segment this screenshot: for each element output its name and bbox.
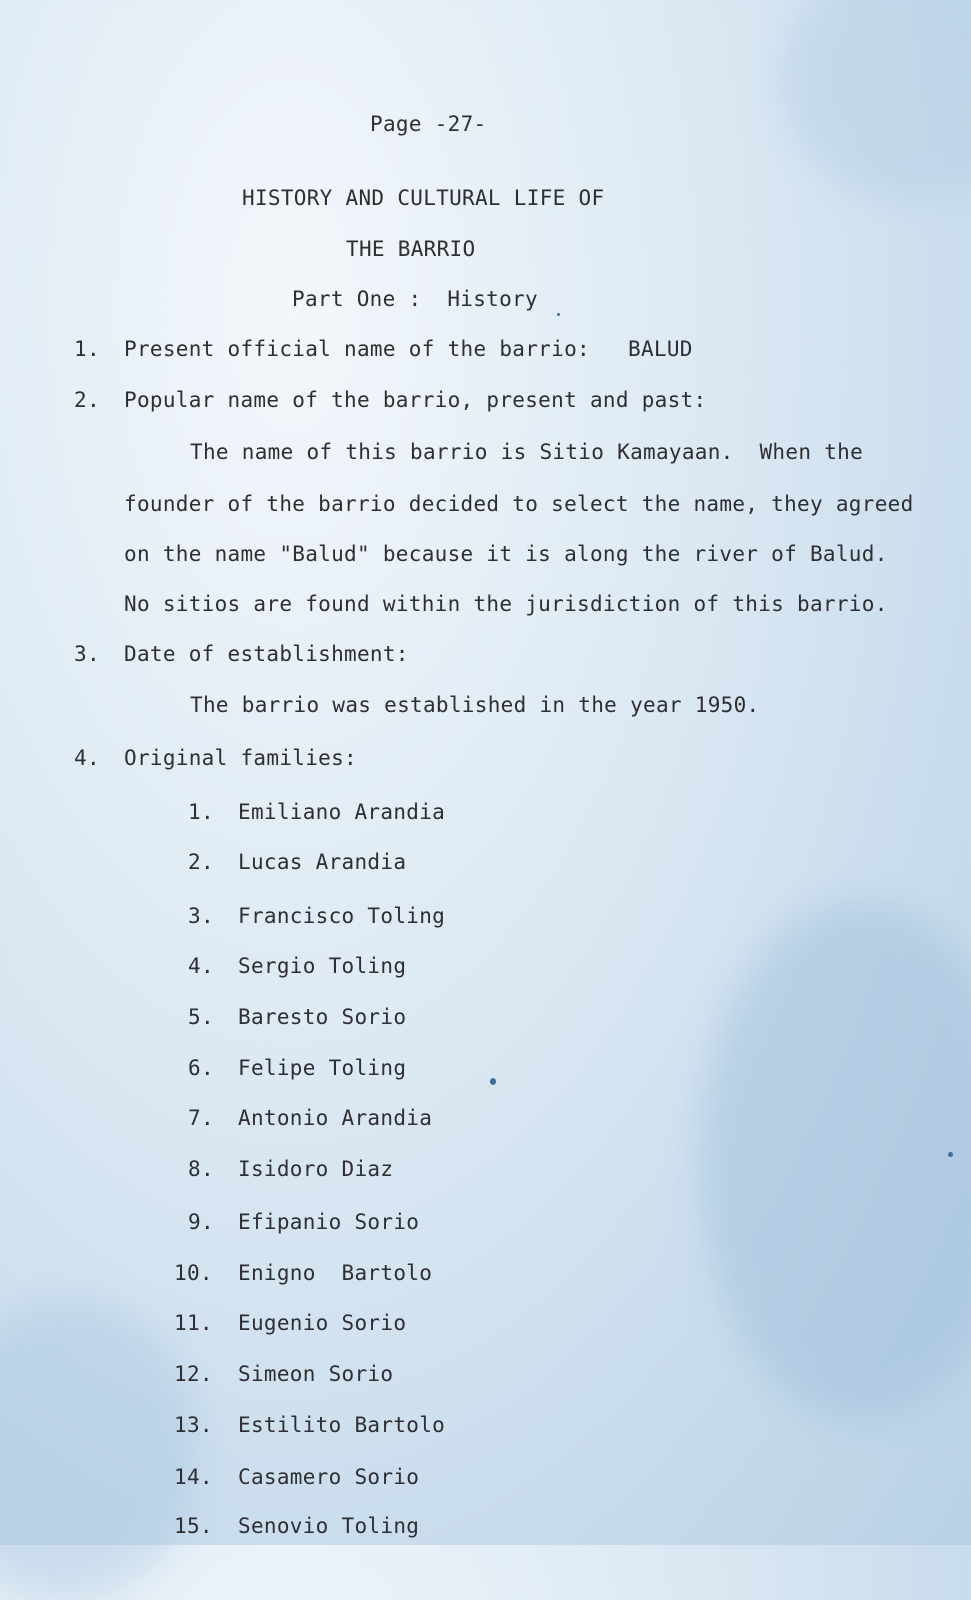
establishment-text: The barrio was established in the year 1950. [190, 693, 760, 717]
part-heading: Part One : History [292, 287, 538, 311]
paragraph-line: The name of this barrio is Sitio Kamayaan. When the [190, 440, 864, 464]
item-label: Date of establishment: [124, 642, 409, 666]
page-number: Page -27- [370, 112, 487, 136]
family-number: 8. [188, 1157, 214, 1181]
family-name: Felipe Toling [238, 1056, 407, 1080]
family-number: 15. [174, 1514, 213, 1538]
item-number: 1. [74, 337, 100, 361]
family-number: 1. [188, 800, 214, 824]
family-number: 10. [174, 1261, 213, 1285]
family-number: 9. [188, 1210, 214, 1234]
ink-speck [948, 1152, 953, 1157]
family-number: 11. [174, 1311, 213, 1335]
family-name: Antonio Arandia [238, 1106, 433, 1130]
family-number: 6. [188, 1056, 214, 1080]
paper-stain [780, 0, 971, 200]
item-label: Present official name of the barrio: [124, 337, 590, 361]
paragraph-line: No sitios are found within the jurisdiction of this barrio. [124, 592, 888, 616]
family-number: 7. [188, 1106, 214, 1130]
family-number: 2. [188, 850, 214, 874]
paper-stain [700, 900, 971, 1420]
family-number: 14. [174, 1465, 213, 1489]
family-name: Simeon Sorio [238, 1362, 394, 1386]
family-name: Estilito Bartolo [238, 1413, 446, 1437]
paragraph-line: on the name "Balud" because it is along the river of Balud. [124, 542, 888, 566]
barrio-official-name: BALUD [628, 337, 693, 361]
ink-speck [490, 1078, 496, 1085]
family-name: Efipanio Sorio [238, 1210, 420, 1234]
item-number: 2. [74, 388, 100, 412]
family-name: Sergio Toling [238, 954, 407, 978]
family-name: Eugenio Sorio [238, 1311, 407, 1335]
paper-stain [0, 1300, 200, 1600]
paragraph-line: founder of the barrio decided to select the name, they agreed [124, 492, 914, 516]
family-name: Senovio Toling [238, 1514, 420, 1538]
family-number: 5. [188, 1005, 214, 1029]
document-title: HISTORY AND CULTURAL LIFE OF [242, 186, 605, 210]
document-subtitle: THE BARRIO [346, 237, 476, 261]
family-number: 13. [174, 1413, 213, 1437]
item-number: 4. [74, 746, 100, 770]
family-name: Isidoro Diaz [238, 1157, 394, 1181]
family-name: Enigno Bartolo [238, 1261, 433, 1285]
family-name: Baresto Sorio [238, 1005, 407, 1029]
family-number: 12. [174, 1362, 213, 1386]
ink-speck [557, 313, 560, 316]
item-label: Popular name of the barrio, present and past: [124, 388, 707, 412]
family-name: Lucas Arandia [238, 850, 407, 874]
family-name: Casamero Sorio [238, 1465, 420, 1489]
family-name: Francisco Toling [238, 904, 446, 928]
item-label: Original families: [124, 746, 357, 770]
family-number: 4. [188, 954, 214, 978]
family-number: 3. [188, 904, 214, 928]
item-number: 3. [74, 642, 100, 666]
family-name: Emiliano Arandia [238, 800, 446, 824]
